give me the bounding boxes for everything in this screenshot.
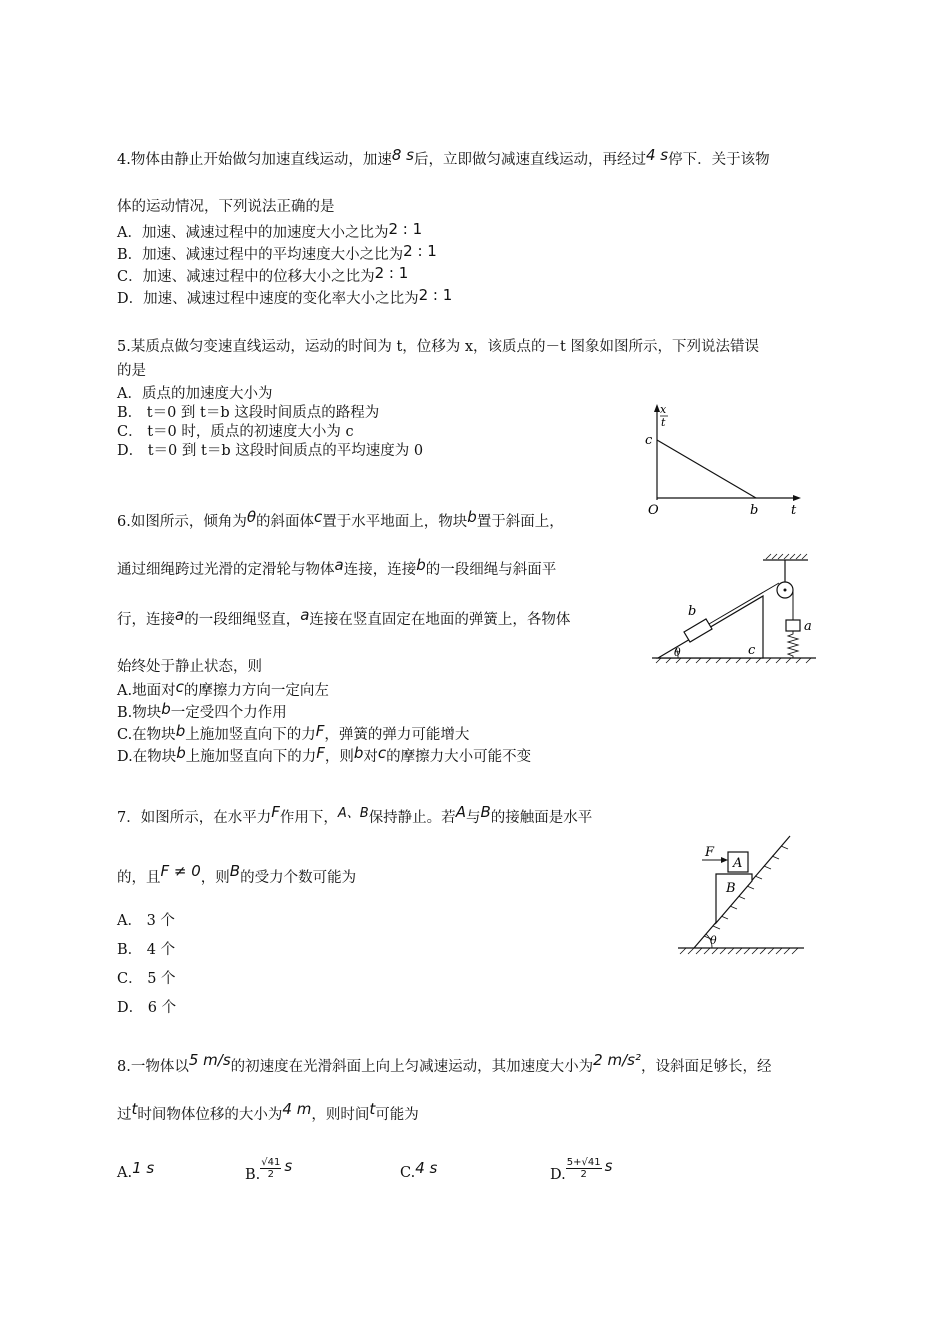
q8-option-d-numerator: 5+√41 xyxy=(566,1157,601,1168)
q4-option-b: B．加速、减速过程中的平均速度大小之比为2 : 1 xyxy=(117,242,437,263)
q5-origin-label: O xyxy=(648,503,659,518)
q7-label-A: A xyxy=(733,856,743,871)
q8-option-b-denominator: 2 xyxy=(267,1169,274,1180)
q5-option-c: C． t＝0 时，质点的初速度大小为 c xyxy=(117,424,354,440)
q7-label-theta: θ xyxy=(710,934,717,947)
q6-block-a xyxy=(786,620,800,631)
q5-b-label: b xyxy=(750,503,759,518)
q6-stem-line2: 通过细绳跨过光滑的定滑轮与物体a连接，连接b的一段细绳与斜面平 xyxy=(117,556,557,578)
q5-option-d: D． t＝0 到 t＝b 这段时间质点的平均速度为 0 xyxy=(117,443,424,459)
q7-option-d: D． 6 个 xyxy=(117,1000,177,1016)
q7-option-b: B． 4 个 xyxy=(117,942,176,958)
q6-label-b: b xyxy=(688,604,697,619)
q8-stem-line2: 过t时间物体位移的大小为4 m，则时间t可能为 xyxy=(117,1100,419,1123)
q4-option-a: A．加速、减速过程中的加速度大小之比为2 : 1 xyxy=(117,220,423,241)
q6-spring xyxy=(788,631,798,658)
q8-stem-line1: 8.一物体以5 m/s的初速度在光滑斜面上向上匀减速运动，其加速度大小为2 m/s²，设斜面足够长，经 xyxy=(117,1051,772,1075)
q4-stem-line2: 体的运动情况，下列说法正确的是 xyxy=(117,199,335,215)
q4-option-c: C．加速、减速过程中的位移大小之比为2 : 1 xyxy=(117,264,409,285)
q7-figure xyxy=(672,830,812,962)
q8-option-d-denominator: 2 xyxy=(580,1169,587,1180)
q5-x-arrow xyxy=(793,495,801,501)
q5-stem-line1: 5.某质点做匀变速直线运动，运动的时间为 t，位移为 x，该质点的－t 图象如图所示，下列说法错误 xyxy=(117,339,759,355)
q6-option-a: A.地面对c的摩擦力方向一定向左 xyxy=(117,678,329,699)
q7-stem-line2: 的，且F ≠ 0，则B的受力个数可能为 xyxy=(117,862,357,886)
q6-stem-line4: 始终处于静止状态，则 xyxy=(117,659,262,675)
q4-time2: 4 s xyxy=(645,146,669,164)
q6-label-c: c xyxy=(748,643,756,658)
q5-y-label-den: t xyxy=(661,416,666,429)
q4-option-d: D．加速、减速过程中速度的变化率大小之比为2 : 1 xyxy=(117,286,453,307)
q6-stem-line3: 行，连接a的一段细绳竖直，a连接在竖直固定在地面的弹簧上，各物体 xyxy=(117,606,571,628)
q6-figure xyxy=(648,552,820,666)
q6-label-theta: θ xyxy=(674,646,681,659)
q6-stem-line1: 6.如图所示，倾角为θ的斜面体c置于水平地面上，物块b置于斜面上， xyxy=(117,508,564,530)
q5-x-label: t xyxy=(791,503,797,518)
q7-option-c: C． 5 个 xyxy=(117,971,176,987)
q5-c-label: c xyxy=(645,433,653,448)
q6-option-b: B.物块b一定受四个力作用 xyxy=(117,700,287,721)
q6-label-a: a xyxy=(804,619,812,634)
q5-option-a: A．质点的加速度大小为 xyxy=(117,386,273,402)
q8-option-d: D. $\frac{5+√41}{2}$ s xyxy=(550,1156,613,1183)
q8-option-b-numerator: √41 xyxy=(261,1157,281,1168)
q4-stem-line1: 4.物体由静止开始做匀加速直线运动，加速8 s后，立即做匀减速直线运动，再经过4 s停下．关于该物 xyxy=(117,146,770,168)
q5-stem-line2: 的是 xyxy=(117,363,146,379)
q5-graph xyxy=(640,400,810,520)
q7-stem-line1: 7．如图所示，在水平力F作用下，A、B保持静止。若A与B的接触面是水平 xyxy=(117,803,593,826)
q6-option-d: D.在物块b上施加竖直向下的力F，则b对c的摩擦力大小可能不变 xyxy=(117,744,532,765)
q6-option-c: C.在物块b上施加竖直向下的力F，弹簧的弹力可能增大 xyxy=(117,722,470,743)
q7-option-a: A． 3 个 xyxy=(117,913,175,929)
q5-y-label-num: x xyxy=(660,403,667,416)
q4-time1: 8 s xyxy=(391,146,414,164)
q7-label-B: B xyxy=(726,881,736,896)
q8-option-c: C.4 s xyxy=(400,1159,438,1181)
q5-option-b: B． t＝0 到 t＝b 这段时间质点的路程为 xyxy=(117,405,380,421)
q5-graph-line xyxy=(657,440,756,498)
q7-label-F: F xyxy=(705,845,715,860)
q8-option-a: A.1 s xyxy=(117,1159,155,1181)
q8-option-b: B. $\frac{√41}{2}$ s xyxy=(245,1156,293,1183)
